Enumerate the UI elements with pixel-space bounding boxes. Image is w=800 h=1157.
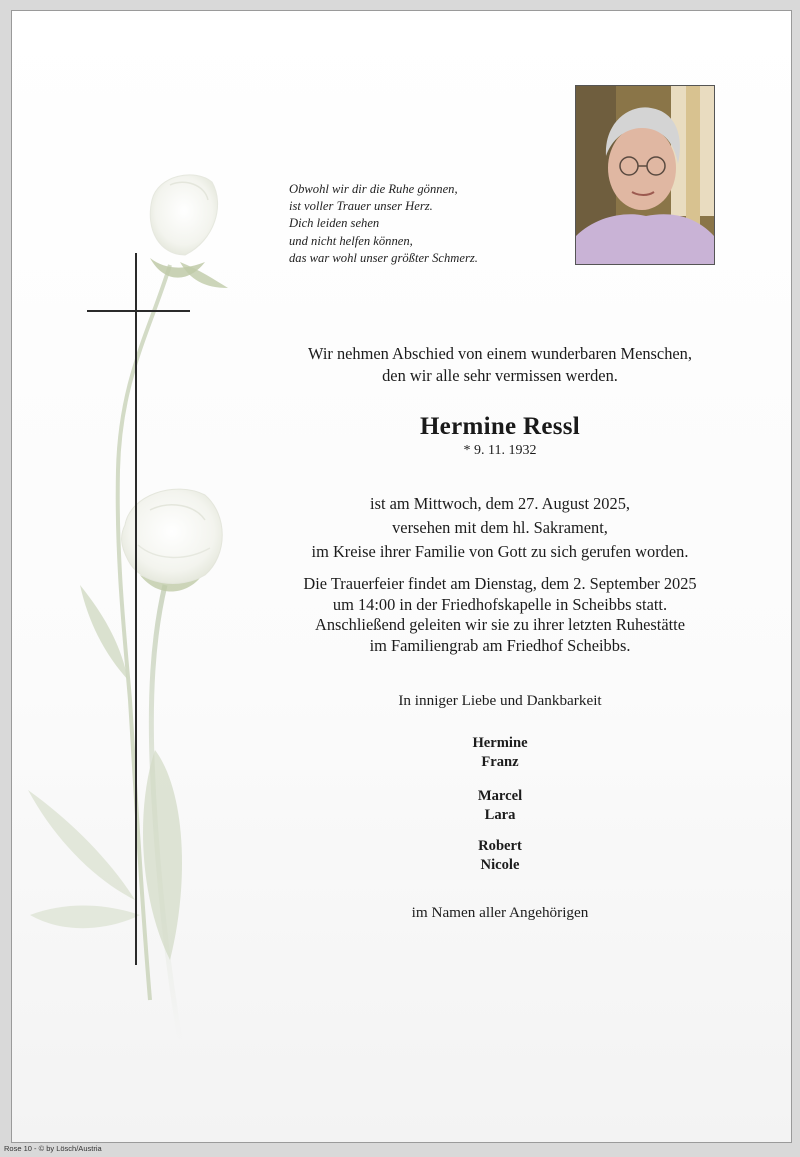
intro-text (250, 343, 750, 387)
funeral-line: im Familiengrab am Friedhof Scheibbs. (369, 635, 631, 655)
cross-icon (135, 253, 137, 965)
love-line: In inniger Liebe und Dankbarkeit (398, 692, 602, 709)
portrait-photo (575, 85, 715, 265)
funeral-line: Die Trauerfeier findet am Dienstag, dem 2. September 2025 (303, 574, 697, 593)
funeral-line: Anschließend geleiten wir sie zu ihrer letzten Ruhestätte (314, 615, 686, 634)
poem-line: das war wohl unser größter Schmerz. (289, 250, 478, 265)
birth-date: * 9. 11. 1932 (463, 443, 537, 458)
funeral-info (250, 574, 750, 656)
deceased-name: Hermine Ressl (419, 413, 581, 440)
family-member: Nicole (480, 856, 520, 873)
intro-line: Wir nehmen Abschied von einem wunderbaren Menschen, (308, 344, 692, 363)
copyright-footer: Rose 10 - © by Lösch/Austria (4, 1144, 102, 1153)
closing-line: im Namen aller Angehörigen (411, 904, 589, 921)
family-member: Franz (481, 753, 519, 770)
family-member: Robert (478, 838, 522, 854)
death-line: im Kreise ihrer Familie von Gott zu sich gerufen worden. (311, 542, 689, 561)
family-group (250, 787, 750, 824)
poem (289, 181, 559, 267)
family-group (250, 734, 750, 771)
portrait-image (576, 86, 714, 264)
poem-line: Dich leiden sehen (289, 216, 380, 231)
death-line: versehen mit dem hl. Sakrament, (392, 518, 608, 537)
poem-line: Obwohl wir dir die Ruhe gönnen, (289, 182, 458, 196)
death-line: ist am Mittwoch, dem 27. August 2025, (370, 494, 630, 513)
funeral-line: um 14:00 in der Friedhofskapelle in Scheibbs statt. (332, 594, 668, 614)
poem-line: ist voller Trauer unser Herz. (289, 199, 433, 214)
family-member: Lara (484, 806, 516, 823)
family-group (250, 837, 750, 874)
poem-line: und nicht helfen können, (289, 233, 413, 248)
family-member: Hermine (472, 735, 528, 751)
intro-line: den wir alle sehr vermissen werden. (382, 366, 618, 385)
cross-icon-bar (87, 310, 190, 312)
family-member: Marcel (477, 788, 523, 804)
death-notice (250, 492, 750, 564)
